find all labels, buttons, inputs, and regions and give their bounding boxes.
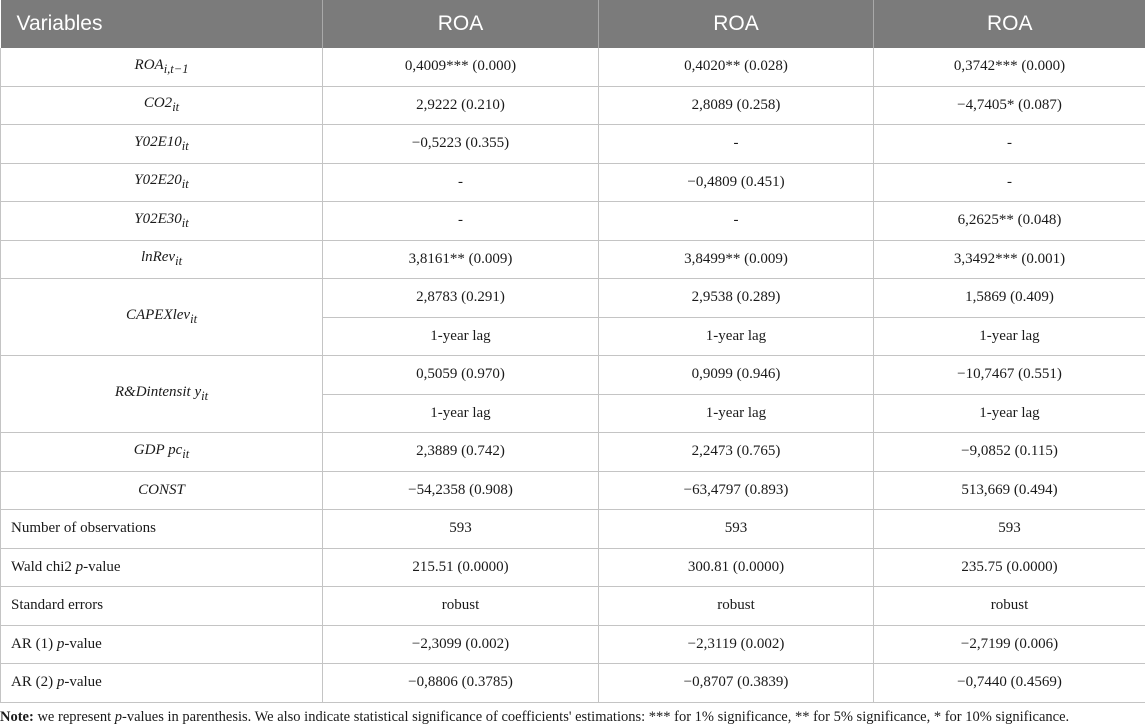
lag-cell: 1-year lag — [323, 394, 599, 433]
stats-row — [1, 510, 1145, 549]
stats-label — [1, 510, 323, 549]
coefficient-cell: - — [874, 163, 1145, 202]
variable-subscript: it — [181, 215, 189, 230]
note-text-pre: we represent — [33, 708, 115, 725]
stats-row — [1, 548, 1145, 587]
coefficient-cell: 3,3492*** (0.001) — [874, 240, 1145, 279]
header-roa-1: ROA — [323, 0, 599, 48]
stats-cell: 300.81 (0.0000) — [599, 548, 874, 587]
variable-name: GDP pc — [133, 441, 183, 458]
table-row — [1, 163, 1145, 202]
header-variables: Variables — [1, 0, 323, 48]
stats-label-text: AR (2) — [11, 674, 57, 691]
variable-cell — [1, 48, 323, 86]
header-roa-2: ROA — [599, 0, 874, 48]
coefficient-cell: - — [323, 163, 599, 202]
coefficient-cell: 2,9538 (0.289) — [599, 279, 874, 318]
lag-cell: 1-year lag — [599, 394, 874, 433]
coefficient-cell: 6,2625** (0.048) — [874, 202, 1145, 241]
variable-subscript: it — [172, 100, 180, 115]
coefficient-cell: −54,2358 (0.908) — [323, 471, 599, 510]
stats-cell: −0,8806 (0.3785) — [323, 664, 599, 703]
coefficient-cell: 0,5059 (0.970) — [323, 356, 599, 395]
variable-name: Y02E20 — [134, 172, 182, 189]
note-text-post: -values in parenthesis. We also indicate statistical significance of coefficients' estimations: *** for 1% significance, ** for 5% significance, * for 10% significance. — [122, 708, 1070, 725]
coefficient-cell: 2,9222 (0.210) — [323, 86, 599, 125]
variable-cell — [1, 163, 323, 202]
variable-cell — [1, 356, 323, 433]
table-note — [0, 703, 1145, 726]
stats-label — [1, 625, 323, 664]
table-row — [1, 86, 1145, 125]
coefficient-cell: - — [874, 125, 1145, 164]
variable-subscript: it — [181, 177, 189, 192]
stats-label-italic: p — [56, 635, 65, 652]
lag-cell: 1-year lag — [599, 317, 874, 356]
stats-label-suffix: -value — [83, 558, 121, 575]
stats-cell: −2,3099 (0.002) — [323, 625, 599, 664]
variable-name: Y02E30 — [134, 210, 182, 227]
variable-subscript: i,t−1 — [163, 61, 189, 76]
stats-cell: robust — [874, 587, 1145, 626]
table-row — [1, 279, 1145, 318]
variable-subscript: it — [175, 254, 183, 269]
stats-label-text: Number of observations — [11, 520, 156, 537]
coefficient-cell: 0,4009*** (0.000) — [323, 48, 599, 86]
lag-cell: 1-year lag — [323, 317, 599, 356]
table-row — [1, 240, 1145, 279]
coefficient-cell: −0,5223 (0.355) — [323, 125, 599, 164]
table-header — [1, 0, 1145, 48]
variable-name: lnRev — [140, 249, 176, 266]
variable-subscript: it — [181, 138, 189, 153]
coefficient-cell: 3,8499** (0.009) — [599, 240, 874, 279]
coefficient-cell: 3,8161** (0.009) — [323, 240, 599, 279]
coefficient-cell: 2,8089 (0.258) — [599, 86, 874, 125]
coefficient-cell: −0,4809 (0.451) — [599, 163, 874, 202]
stats-cell: −2,7199 (0.006) — [874, 625, 1145, 664]
stats-label-text: Wald chi2 — [11, 558, 76, 575]
coefficient-cell: −10,7467 (0.551) — [874, 356, 1145, 395]
table-row — [1, 471, 1145, 510]
coefficient-cell: 1,5869 (0.409) — [874, 279, 1145, 318]
stats-cell: robust — [323, 587, 599, 626]
stats-label-suffix: -value — [64, 674, 102, 691]
coefficient-cell: 0,3742*** (0.000) — [874, 48, 1145, 86]
variable-name: Y02E10 — [134, 133, 182, 150]
table-row — [1, 48, 1145, 86]
coefficient-cell: - — [599, 202, 874, 241]
stats-row — [1, 587, 1145, 626]
lag-cell: 1-year lag — [874, 317, 1145, 356]
stats-cell: −2,3119 (0.002) — [599, 625, 874, 664]
variable-cell — [1, 125, 323, 164]
variable-name: CO2 — [143, 95, 173, 112]
coefficient-cell: - — [599, 125, 874, 164]
coefficient-cell: 0,9099 (0.946) — [599, 356, 874, 395]
header-roa-3: ROA — [874, 0, 1145, 48]
variable-cell — [1, 279, 323, 356]
variable-subscript: it — [190, 312, 198, 326]
stats-label — [1, 664, 323, 703]
coefficient-cell: - — [323, 202, 599, 241]
stats-row — [1, 625, 1145, 664]
table-row — [1, 202, 1145, 241]
stats-cell: 593 — [323, 510, 599, 549]
coefficient-cell: −63,4797 (0.893) — [599, 471, 874, 510]
table-row — [1, 125, 1145, 164]
variable-subscript: it — [182, 446, 190, 461]
coefficient-cell: −4,7405* (0.087) — [874, 86, 1145, 125]
note-text-italic: p — [114, 708, 122, 725]
stats-label-suffix: -value — [64, 635, 102, 652]
variable-name: CAPEXlev — [125, 307, 191, 323]
coefficient-cell: 513,669 (0.494) — [874, 471, 1145, 510]
coefficient-cell: −9,0852 (0.115) — [874, 433, 1145, 472]
variable-name: CONST — [138, 481, 185, 498]
stats-label-text: AR (1) — [11, 635, 57, 652]
lag-cell: 1-year lag — [874, 394, 1145, 433]
note-label: Note: — [0, 708, 34, 725]
stats-label — [1, 548, 323, 587]
stats-cell: 215.51 (0.0000) — [323, 548, 599, 587]
stats-label-text: Standard errors — [11, 597, 104, 614]
coefficient-cell: 2,2473 (0.765) — [599, 433, 874, 472]
stats-cell: 593 — [599, 510, 874, 549]
stats-label-italic: p — [56, 674, 65, 691]
stats-label-italic: p — [75, 558, 84, 575]
variable-cell — [1, 471, 323, 510]
stats-cell: 235.75 (0.0000) — [874, 548, 1145, 587]
coefficient-cell: 2,3889 (0.742) — [323, 433, 599, 472]
stats-cell: 593 — [874, 510, 1145, 549]
stats-row — [1, 664, 1145, 703]
variable-cell — [1, 433, 323, 472]
table-row — [1, 356, 1145, 395]
coefficient-cell: 2,8783 (0.291) — [323, 279, 599, 318]
variable-subscript: it — [201, 389, 209, 403]
coefficient-cell: 0,4020** (0.028) — [599, 48, 874, 86]
stats-label — [1, 587, 323, 626]
stats-cell: −0,7440 (0.4569) — [874, 664, 1145, 703]
table-row — [1, 433, 1145, 472]
variable-name: R&Dintensit y — [114, 384, 202, 400]
variable-name: ROA — [134, 56, 164, 73]
variable-cell — [1, 86, 323, 125]
stats-cell: −0,8707 (0.3839) — [599, 664, 874, 703]
table-body — [1, 48, 1145, 702]
variable-cell — [1, 202, 323, 241]
stats-cell: robust — [599, 587, 874, 626]
variable-cell — [1, 240, 323, 279]
